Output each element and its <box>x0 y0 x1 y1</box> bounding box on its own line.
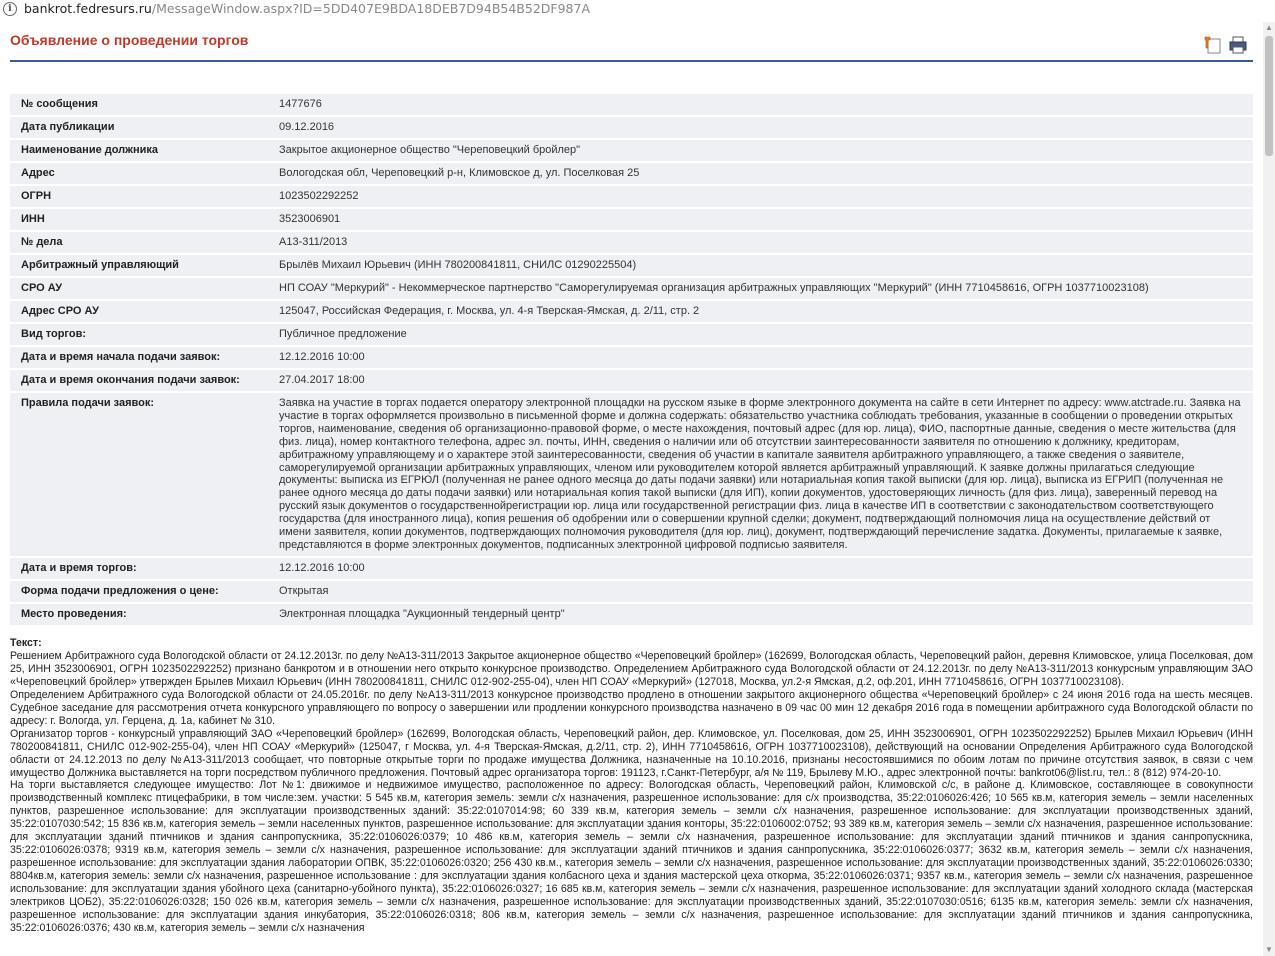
info-label: Адрес <box>10 163 268 184</box>
vertical-scrollbar[interactable] <box>1263 22 1275 956</box>
url-host: bankrot.fedresurs.ru <box>24 1 152 16</box>
info-row <box>10 163 1253 184</box>
print-icon[interactable] <box>1228 35 1248 55</box>
info-value: 1477676 <box>268 94 1253 115</box>
text-paragraphs <box>10 650 1253 935</box>
info-row <box>10 393 1253 556</box>
info-row <box>10 347 1253 368</box>
info-value: Закрытое акционерное общество "Череповецкий бройлер" <box>268 140 1253 161</box>
info-row <box>10 301 1253 322</box>
info-value: А13-311/2013 <box>268 232 1253 253</box>
info-icon[interactable]: i <box>3 2 17 16</box>
info-label: Дата и время торгов: <box>10 558 268 579</box>
info-row <box>10 117 1253 138</box>
info-label: Адрес СРО АУ <box>10 301 268 322</box>
info-label: ИНН <box>10 209 268 230</box>
info-value: Брылёв Михаил Юрьевич (ИНН 780200841811, СНИЛС 01290225504) <box>268 255 1253 276</box>
text-paragraph: Организатор торгов - конкурсный управляющий ЗАО «Череповецкий бройлер» (162699, Вологодская область, Череповецкий район, дер. Климовское, ул. Поселковая, дом 25, ИНН 3523006901, ОГРН 1023502292252) Брылев Михаил Юрьевич (ИНН 780200841811, СНИЛС 012-902-255-04), член НП СОАУ «Меркурий» (125047, г Москва, ул. 4-я Тверская-Ямская, д.2/11, стр. 2), ИНН 7710458616, ОГРН 1037710023108), действующий на основании Определения Арбитражного суда Вологодской области от 24.12.2013 по делу №А13-311/2013 сообщает, что повторные открытые торги по продаже имущества Должника, назначенные на 10.10.2016, признаны несостоявшимися по обоим лотам по причине отсутствия заявок, в связи с чем имущество Должника выставляется на торги посредством публичного предложения. Почтовый адрес организатора торгов: 191123, г.Санкт-Петербург, а/я № 119, Брылеву М.Ю., адрес электронной почты: bankrot06@list.ru, тел.: 8 (812) 974-20-10. <box>10 727 1253 779</box>
info-label: Вид торгов: <box>10 324 268 345</box>
info-value: НП СОАУ "Меркурий" - Некоммерческое партнерство "Саморегулируемая организация арбитражных управляющих "Меркурий" (ИНН 7710458616, ОГРН 1037710023108) <box>268 278 1253 299</box>
info-label: ОГРН <box>10 186 268 207</box>
text-heading: Текст: <box>10 637 42 649</box>
info-label: Дата и время начала подачи заявок: <box>10 347 268 368</box>
info-row <box>10 140 1253 161</box>
info-label: № дела <box>10 232 268 253</box>
info-label: Наименование должника <box>10 140 268 161</box>
info-label: № сообщения <box>10 94 268 115</box>
info-label: Правила подачи заявок: <box>10 393 268 556</box>
message-text <box>10 637 1253 935</box>
scroll-down-arrow-icon[interactable]: ▼ <box>1265 945 1273 954</box>
info-value: Заявка на участие в торгах подается оператору электронной площадки на русском языке в форме электронного документа на сайте в сети Интернет по адресу: www.atctrade.ru. Заявка на участие в торгах оформляется произвольно в письменной форме и должна содержать: обязательство участника соблюдать требования, указанные в сообщении о проведении открытых торгов, наименование, сведения об организационно-правовой форме, о месте нахождения, почтовый адрес (для юр. лица), ФИО, паспортные данные, сведения о месте жительства (для физ. лица), номер контактного телефона, адрес эл. почты, ИНН, сведения о наличии или об отсутствии заинтересованности заявителя по отношению к должнику, кредиторам, арбитражному управляющему и о характере этой заинтересованности, сведения об участии в капитале заявителя арбитражного управляющего, а также сведения о заявителе, саморегулируемой организации арбитражных управляющих, членом или руководителем которой является арбитражный управляющий. К заявке должны прилагаться следующие документы: выписка из ЕГРЮЛ (полученная не ранее одного месяца до даты подачи заявки) или нотариальная копия такой выписки (для юр. лица), выписка из ЕГРИП (полученная не ранее одного месяца до даты подачи заявки) или нотариальная копия такой выписки (для ИП), копии документов, удостоверяющих личность (для физ. лица), заверенный перевод на русский язык документов о государственнойрегистрации юр. лица или государственной регистрации физ. лица в качестве ИП в соответствии с законодательством соответствующего государства (для иностранного лица), копия решения об одобрении или о совершении крупной сделки; документ, подтверждающий полномочия лица на осуществление действий от имени заявителя, копии документов, подтверждающих полномочия руководителя (для юр. лиц), документ, подтверждающий перечисление задатка. Документы, прилагаемые к заявке, представляются в форме электронных документов, подписанных электронной цифровой подписью заявителя. <box>268 393 1253 556</box>
info-row <box>10 255 1253 276</box>
page-title: Объявление о проведении торгов <box>10 32 249 48</box>
info-row <box>10 209 1253 230</box>
address-bar[interactable] <box>0 0 1275 20</box>
info-row <box>10 581 1253 602</box>
info-value: Электронная площадка "Аукционный тендерный центр" <box>268 604 1253 625</box>
message-info-table <box>10 92 1253 627</box>
info-row <box>10 232 1253 253</box>
scroll-thumb[interactable] <box>1265 36 1273 156</box>
info-label: Дата и время окончания подачи заявок: <box>10 370 268 391</box>
info-value: Открытая <box>268 581 1253 602</box>
info-label: Форма подачи предложения о цене: <box>10 581 268 602</box>
text-paragraph: Решением Арбитражного суда Вологодской области от 24.12.2013г. по делу №А13-311/2013 Закрытое акционерное общество «Череповецкий бройлер» (162699, Вологодская область, Череповецкий район, деревня Климовское, улица Поселковая, дом 25, ИНН 3523006901, ОГРН 1023502292252) признано банкротом и в отношении него открыто конкурсное производство. Определением Арбитражного суда Вологодской области от 24.12.2013г. по делу №А13-311/2013 конкурсным управляющим ЗАО «Череповецкий бройлер» утвержден Брылев Михаил Юрьевич (ИНН 780200841811, СНИЛС 012-902-255-04), член НП СОАУ «Меркурий» (127018, Москва, ул.2-я Ямская, д.2, оф.201, ИНН 7710458616, ОГРН 1037710023108). <box>10 649 1253 688</box>
info-row <box>10 324 1253 345</box>
info-row <box>10 370 1253 391</box>
info-value: 09.12.2016 <box>268 117 1253 138</box>
url-path: /MessageWindow.aspx?ID=5DD407E9BDA18DEB7D94B54B52DF987A <box>151 1 591 16</box>
info-value: 27.04.2017 18:00 <box>268 370 1253 391</box>
url-text[interactable] <box>24 1 590 16</box>
info-row <box>10 604 1253 625</box>
info-label: СРО АУ <box>10 278 268 299</box>
info-row <box>10 278 1253 299</box>
info-label: Место проведения: <box>10 604 268 625</box>
scroll-up-arrow-icon[interactable]: ▲ <box>1265 23 1273 32</box>
info-value: 125047, Российская Федерация, г. Москва, ул. 4-я Тверская-Ямская, д. 2/11, стр. 2 <box>268 301 1253 322</box>
text-paragraph: На торги выставляется следующее имущество: Лот №1: движимое и недвижимое имущество, расположенное по адресу: Вологодская область, Череповецкий район, Климовской с/с, в районе д. Климовское, составляющее в совокупности производственный комплекс птицефабрики, в том числе:зем. участки: 5 545 кв.м, категория земель: земли с/х назначения, разрешенное использование: для с/х производства, 35:22:0106026:426; 10 565 кв.м, категория земель – земли населенных пунктов, разрешенное использование: для эксплуатации производственных зданий: 35:22:0107014:98; 60 339 кв.м, категория земель – земли с/х назначения, разрешенное использование: для эксплуатации производственных зданий, 35:22:0107030:542; 15 836 кв.м, категория земель – земли населенных пунктов, разрешенное использование: для эксплуатации здания конторы, 35:22:0106002:0752; 93 389 кв.м, категория земель – земли с/х назначения, разрешенное использование: для эксплуатации зданий птичников и здания санпропускника, 35:22:0106026:0379; 10 486 кв.м, категория земель – земли с/х назначения, разрешенное использование: для эксплуатации зданий птичников и здания санпропускника, 35:22:0106026:0378; 9319 кв.м, категория земель – земли с/х назначения, разрешенное использование: для эксплуатации зданий птичников и здания санпропускника, 35:22:0106026:0377; 3632 кв.м, категория земель – земли с/х назначения, разрешенное использование: для эксплуатации здания лаборатории ОПВК, 35:22:0106026:0320; 256 430 кв.м., категория земель – земли с/х назначения, разрешенное использование: для эксплуатации производственных зданий, 35:22:0106026:0330; 8804кв.м, категория земель: земли с/х назначения, разрешенное использование : для эксплуатации здания колбасного цеха и здания мастерской цеха откорма, 35:22:0106026:0371; 9357 кв.м., категория земель – земли с/х назначения, разрешенное использование: для эксплуатации здания убойного цеха (санитарно-убойного пункта), 35:22:0106026:0327; 16 685 кв.м, категория земель – земли с/х назначения, разрешенное использование: для эксплуатации зданий холодного склада (мастерская электриков ЦОБ2), 35:22:0106026:0328; 150 026 кв.м, категория земель – земли с/х назначения, разрешенное использование: для эксплуатации производственных зданий, 35:22:0107030:0516; 6135 кв.м, категория земель: земли с/х назначения, разрешенное использование: для эксплуатации здания инкубатория, 35:22:0106026:0318; 806 кв.м, категория земель – земли с/х назначения, разрешенное использование: для эксплуатации зданий птичников и здания санпропускника, 35:22:0106026:0376; 430 кв.м, категория земель – земли с/х назначения <box>10 779 1253 934</box>
info-value: 1023502292252 <box>268 186 1253 207</box>
info-value: 12.12.2016 10:00 <box>268 558 1253 579</box>
info-value: 12.12.2016 10:00 <box>268 347 1253 368</box>
info-row <box>10 558 1253 579</box>
info-value: Публичное предложение <box>268 324 1253 345</box>
title-divider <box>10 60 1253 62</box>
feedback-icon[interactable] <box>1202 35 1222 55</box>
info-row <box>10 186 1253 207</box>
info-label: Арбитражный управляющий <box>10 255 268 276</box>
info-label: Дата публикации <box>10 117 268 138</box>
text-paragraph: Определением Арбитражного суда Вологодской области от 24.05.2016г. по делу №А13-311/2013 конкурсное производство продлено в отношении закрытого акционерного общества «Череповецкий бройлер» с 24 июня 2016 года на шесть месяцев. Судебное заседание для рассмотрения отчета конкурсного управляющего по вопросу о завершении или продлении конкурсного производства назначено в 09 час 00 мин 12 декабря 2016 года в помещении арбитражного суда Вологодской области по адресу: г. Вологда, ул. Герцена, д. 1а, кабинет № 310. <box>10 688 1253 727</box>
info-row <box>10 94 1253 115</box>
info-value: Вологодская обл, Череповецкий р-н, Климовское д, ул. Поселковая 25 <box>268 163 1253 184</box>
info-value: 3523006901 <box>268 209 1253 230</box>
